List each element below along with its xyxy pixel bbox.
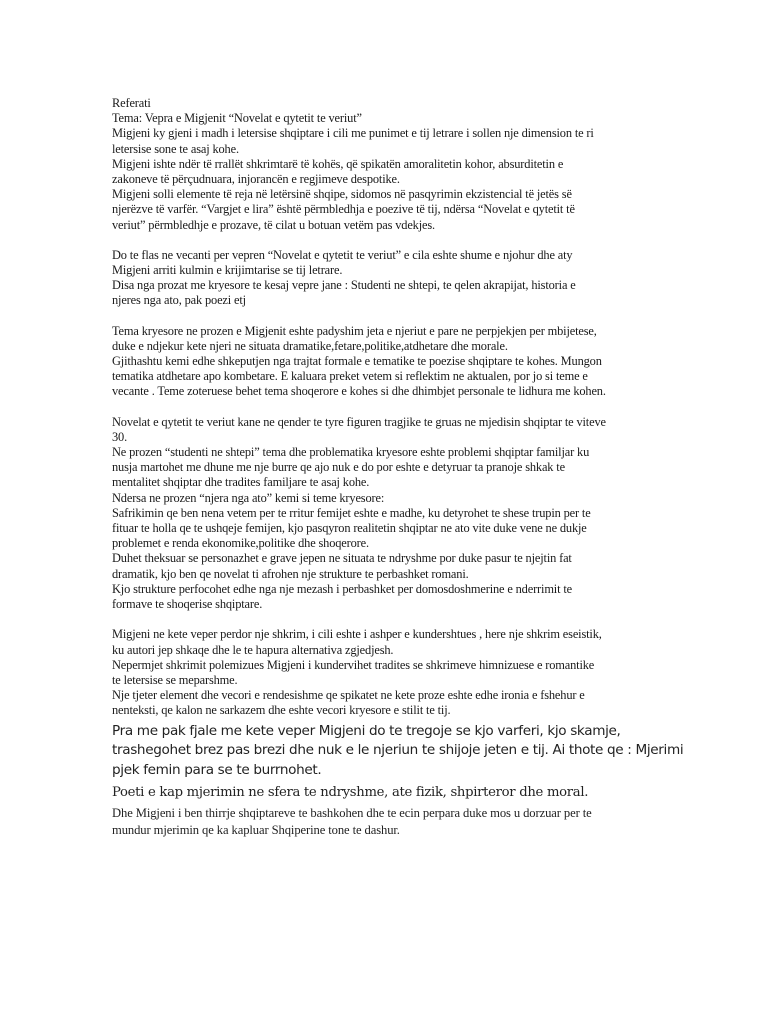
paragraph-gruas	[112, 415, 632, 613]
text-line: njerëzve të varfër. “Vargjet e lira” është përmbledhja e poezive të tij, ndërsa “Novelat e qytetit të	[112, 202, 575, 217]
paragraph-conclusion	[112, 722, 684, 781]
text-line: ku autori jep shkaqe dhe le te hapura alternativa zgjedjesh.	[112, 642, 394, 657]
text-line: Do te flas ne vecanti per vepren “Novelat e qytetit te veriut” e cila eshte shume e njohur dhe aty	[112, 247, 573, 262]
text-line: fituar te holla qe te ushqeje femijen, kjo pasqyron realitetin shqiptar ne ato vite duke vene ne dukje	[112, 521, 587, 536]
text-line: mundur mjerimin qe ka kapluar Shqiperine tone te dashur.	[112, 823, 400, 838]
paragraph-novelat	[112, 248, 632, 309]
text-line: vecante . Teme zoteruese behet tema shoqerore e kohes si dhe dhimbjet personale te lidhura me kohen.	[112, 384, 606, 399]
text-line: pjek femin para se te burrnohet.	[112, 761, 322, 778]
paragraph-thirrje	[112, 805, 632, 839]
text-line: Tema kryesore ne prozen e Migjenit eshte padyshim jeta e njeriut e pare ne perpjekjen per mbijetese,	[112, 323, 597, 338]
text-line: nusja martohet me dhune me nje burre qe ajo nuk e do por eshte e detyruar ta pranoje shkak te	[112, 460, 565, 475]
text-line: 30.	[112, 429, 128, 444]
text-line: Duhet theksuar se personazhet e grave jepen ne situata te ndryshme por duke pasur te njejtin fat	[112, 551, 572, 566]
text-line: trashegohet brez pas brezi dhe nuk e le njeriun te shijoje jeten e tij. Ai thote qe : Mjerimi	[112, 742, 684, 759]
paragraph-poeti	[112, 783, 632, 802]
text-line: Kjo strukture perfocohet edhe nga nje mezash i perbashket per domosdoshmerine e nderrimit te	[112, 581, 572, 596]
text-line: Poeti e kap mjerimin ne sfera te ndryshme, ate fizik, shpirteror dhe moral.	[112, 785, 589, 801]
paragraph-gap	[112, 400, 632, 415]
text-line: Disa nga prozat me kryesore te kesaj vepre jane : Studenti ne shtepi, te qelen akrapijat, historia e	[112, 278, 576, 293]
text-line: Migjeni solli elemente të reja në letërsinë shqipe, sidomos në pasqyrimin ekzistencial të jetës së	[112, 187, 572, 202]
text-line: Safrikimin qe ben nena vetem per te rritur femijet eshte e madhe, ku detyrohet te shese trupin per te	[112, 505, 591, 520]
text-line: Migjeni ky gjeni i madh i letersise shqiptare i cili me punimet e tij letrare i sollen nje dimension te ri	[112, 126, 594, 141]
paragraph-gap	[112, 233, 632, 248]
text-line: veriut” përmbledhje e prozave, të cilat u botuan vetëm pas vdekjes.	[112, 217, 435, 232]
text-line: dramatik, kjo ben qe novelat ti afrohen nje strukture te perbashket romani.	[112, 566, 469, 581]
text-line: njeres nga ato, pak poezi etj	[112, 293, 246, 308]
text-line: Nje tjeter element dhe vecori e rendesishme qe spikatet ne kete proze eshte edhe ironia e fshehur e	[112, 688, 585, 703]
text-line: Gjithashtu kemi edhe shkeputjen nga trajtat formale e tematike te poezise shqiptare te kohes. Mungon	[112, 354, 602, 369]
paragraph-gap	[112, 612, 632, 627]
text-line: Migjeni ishte ndër të rrallët shkrimtarë të kohës, që spikatën amoralitetin kohor, absurditetin e	[112, 156, 564, 171]
document-subtitle: Tema: Vepra e Migjenit “Novelat e qytetit te veriut”	[112, 111, 362, 126]
document-page	[112, 96, 684, 839]
text-line: Migjeni arriti kulmin e krijimtarise se tij letrare.	[112, 263, 343, 278]
text-line: Ndersa ne prozen “njera nga ato” kemi si teme kryesore:	[112, 490, 385, 505]
text-line: zakoneve të përçudnuara, injorancën e regjimeve despotike.	[112, 172, 400, 187]
text-line: Nepermjet shkrimit polemizues Migjeni i kundervihet tradites se shkrimeve himnizuese e romantike	[112, 657, 595, 672]
text-line: formave te shoqerise shqiptare.	[112, 597, 263, 612]
text-line: tematika atdhetare apo kombetare. E kaluara preket vetem si reflektim ne aktualen, por jo si teme e	[112, 369, 588, 384]
paragraph-stili	[112, 627, 632, 718]
text-line: Dhe Migjeni i ben thirrje shqiptareve te bashkohen dhe te ecin perpara duke mos u dorzuar per te	[112, 806, 592, 821]
text-line: letersise sone te asaj kohe.	[112, 141, 239, 156]
text-line: Pra me pak fjale me kete veper Migjeni do te tregoje se kjo varferi, kjo skamje,	[112, 722, 621, 739]
text-line: problemet e renda ekonomike,politike dhe shoqerore.	[112, 536, 369, 551]
paragraph-intro	[112, 126, 632, 232]
document-title: Referati	[112, 96, 151, 110]
text-line: nenteksti, qe kalon ne sarkazem dhe eshte vecori kryesore e stilit te tij.	[112, 703, 451, 718]
text-line: Ne prozen “studenti ne shtepi” tema dhe problematika kryesore eshte problemi shqiptar familjar ku	[112, 445, 590, 460]
paragraph-tema	[112, 324, 632, 400]
text-line: te letersise se meparshme.	[112, 672, 238, 687]
paragraph-gap	[112, 309, 632, 324]
text-line: Novelat e qytetit te veriut kane ne qender te tyre figuren tragjike te gruas ne mjedisin shqiptar te viteve	[112, 414, 606, 429]
text-line: duke e ndjekur kete njeri ne situata dramatike,fetare,politike,atdhetare dhe morale.	[112, 338, 508, 353]
text-line: mentalitet shqiptar dhe tradites familjare te asaj kohe.	[112, 475, 370, 490]
text-line: Migjeni ne kete veper perdor nje shkrim, i cili eshte i ashper e kundershtues , here nje shkrim eseistik,	[112, 627, 602, 642]
